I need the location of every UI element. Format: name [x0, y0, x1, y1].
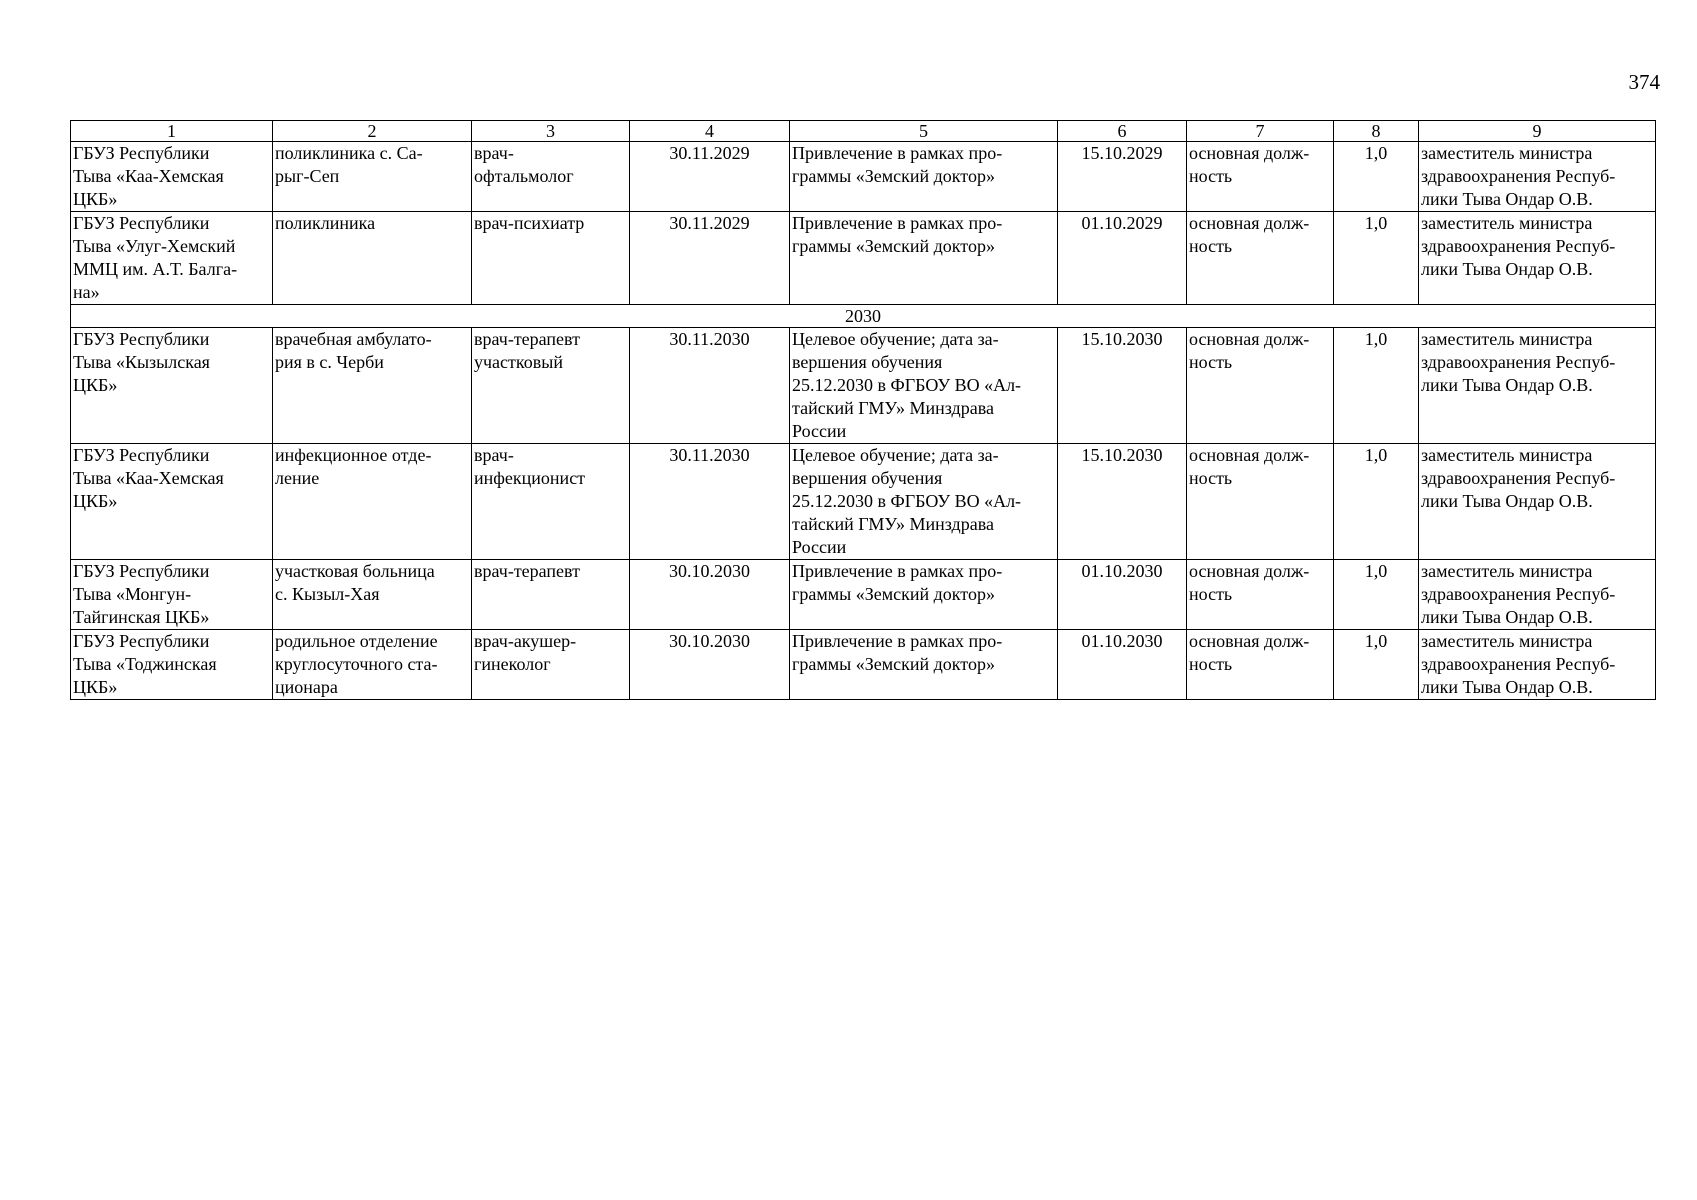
source-cell: Целевое обучение; дата за- вершения обучения 25.12.2030 в ФГБОУ ВО «Ал- тайский ГМУ» Минздрава России — [790, 444, 1058, 560]
rate-cell: 1,0 — [1334, 630, 1419, 700]
source-cell: Привлечение в рамках про- граммы «Земский доктор» — [790, 630, 1058, 700]
rate-cell: 1,0 — [1334, 560, 1419, 630]
column-header: 2 — [273, 121, 472, 142]
column-header: 8 — [1334, 121, 1419, 142]
date-cell: 30.11.2029 — [630, 142, 790, 212]
department-cell: поликлиника с. Са- рыг-Сеп — [273, 142, 472, 212]
employment-type-cell: основная долж- ность — [1187, 212, 1334, 305]
institution-cell: ГБУЗ Республики Тыва «Каа-Хемская ЦКБ» — [71, 142, 273, 212]
employment-type-cell: основная долж- ность — [1187, 560, 1334, 630]
position-cell: врач- инфекционист — [472, 444, 630, 560]
table-row — [71, 328, 1656, 444]
page-number: 374 — [1628, 70, 1660, 94]
department-cell: родильное отделение круглосуточного ста- ционара — [273, 630, 472, 700]
start-date-cell: 15.10.2030 — [1058, 328, 1187, 444]
year-row — [71, 305, 1656, 328]
institution-cell: ГБУЗ Республики Тыва «Монгун- Тайгинская ЦКБ» — [71, 560, 273, 630]
department-cell: поликлиника — [273, 212, 472, 305]
source-cell: Привлечение в рамках про- граммы «Земский доктор» — [790, 212, 1058, 305]
date-cell: 30.11.2030 — [630, 328, 790, 444]
institution-cell: ГБУЗ Республики Тыва «Кызылская ЦКБ» — [71, 328, 273, 444]
rate-cell: 1,0 — [1334, 444, 1419, 560]
staffing-table — [70, 120, 1656, 700]
responsible-cell: заместитель министра здравоохранения Респуб- лики Тыва Ондар О.В. — [1419, 328, 1656, 444]
source-cell: Привлечение в рамках про- граммы «Земский доктор» — [790, 142, 1058, 212]
table-row — [71, 444, 1656, 560]
institution-cell: ГБУЗ Республики Тыва «Тоджинская ЦКБ» — [71, 630, 273, 700]
source-cell: Привлечение в рамках про- граммы «Земский доктор» — [790, 560, 1058, 630]
department-cell: инфекционное отде- ление — [273, 444, 472, 560]
date-cell: 30.10.2030 — [630, 630, 790, 700]
date-cell: 30.10.2030 — [630, 560, 790, 630]
position-cell: врач-психиатр — [472, 212, 630, 305]
responsible-cell: заместитель министра здравоохранения Респуб- лики Тыва Ондар О.В. — [1419, 630, 1656, 700]
responsible-cell: заместитель министра здравоохранения Респуб- лики Тыва Ондар О.В. — [1419, 560, 1656, 630]
position-cell: врач-терапевт — [472, 560, 630, 630]
table-row — [71, 142, 1656, 212]
start-date-cell: 01.10.2030 — [1058, 560, 1187, 630]
table-row — [71, 560, 1656, 630]
date-cell: 30.11.2030 — [630, 444, 790, 560]
employment-type-cell: основная долж- ность — [1187, 630, 1334, 700]
responsible-cell: заместитель министра здравоохранения Респуб- лики Тыва Ондар О.В. — [1419, 444, 1656, 560]
column-header: 6 — [1058, 121, 1187, 142]
responsible-cell: заместитель министра здравоохранения Респуб- лики Тыва Ондар О.В. — [1419, 212, 1656, 305]
table-body — [71, 142, 1656, 700]
column-header: 4 — [630, 121, 790, 142]
start-date-cell: 15.10.2029 — [1058, 142, 1187, 212]
rate-cell: 1,0 — [1334, 328, 1419, 444]
rate-cell: 1,0 — [1334, 212, 1419, 305]
column-header: 9 — [1419, 121, 1656, 142]
date-cell: 30.11.2029 — [630, 212, 790, 305]
column-header: 1 — [71, 121, 273, 142]
column-header: 7 — [1187, 121, 1334, 142]
source-cell: Целевое обучение; дата за- вершения обучения 25.12.2030 в ФГБОУ ВО «Ал- тайский ГМУ» Минздрава России — [790, 328, 1058, 444]
responsible-cell: заместитель министра здравоохранения Респуб- лики Тыва Ондар О.В. — [1419, 142, 1656, 212]
start-date-cell: 15.10.2030 — [1058, 444, 1187, 560]
department-cell: врачебная амбулато- рия в с. Черби — [273, 328, 472, 444]
employment-type-cell: основная долж- ность — [1187, 444, 1334, 560]
institution-cell: ГБУЗ Республики Тыва «Каа-Хемская ЦКБ» — [71, 444, 273, 560]
employment-type-cell: основная долж- ность — [1187, 328, 1334, 444]
rate-cell: 1,0 — [1334, 142, 1419, 212]
position-cell: врач-терапевт участковый — [472, 328, 630, 444]
table-row — [71, 212, 1656, 305]
position-cell: врач- офтальмолог — [472, 142, 630, 212]
header-row — [71, 121, 1656, 142]
year-label: 2030 — [71, 305, 1656, 328]
position-cell: врач-акушер- гинеколог — [472, 630, 630, 700]
employment-type-cell: основная долж- ность — [1187, 142, 1334, 212]
column-header: 5 — [790, 121, 1058, 142]
start-date-cell: 01.10.2029 — [1058, 212, 1187, 305]
institution-cell: ГБУЗ Республики Тыва «Улуг-Хемский ММЦ им. А.Т. Балга- на» — [71, 212, 273, 305]
table-row — [71, 630, 1656, 700]
start-date-cell: 01.10.2030 — [1058, 630, 1187, 700]
column-header: 3 — [472, 121, 630, 142]
department-cell: участковая больница с. Кызыл-Хая — [273, 560, 472, 630]
